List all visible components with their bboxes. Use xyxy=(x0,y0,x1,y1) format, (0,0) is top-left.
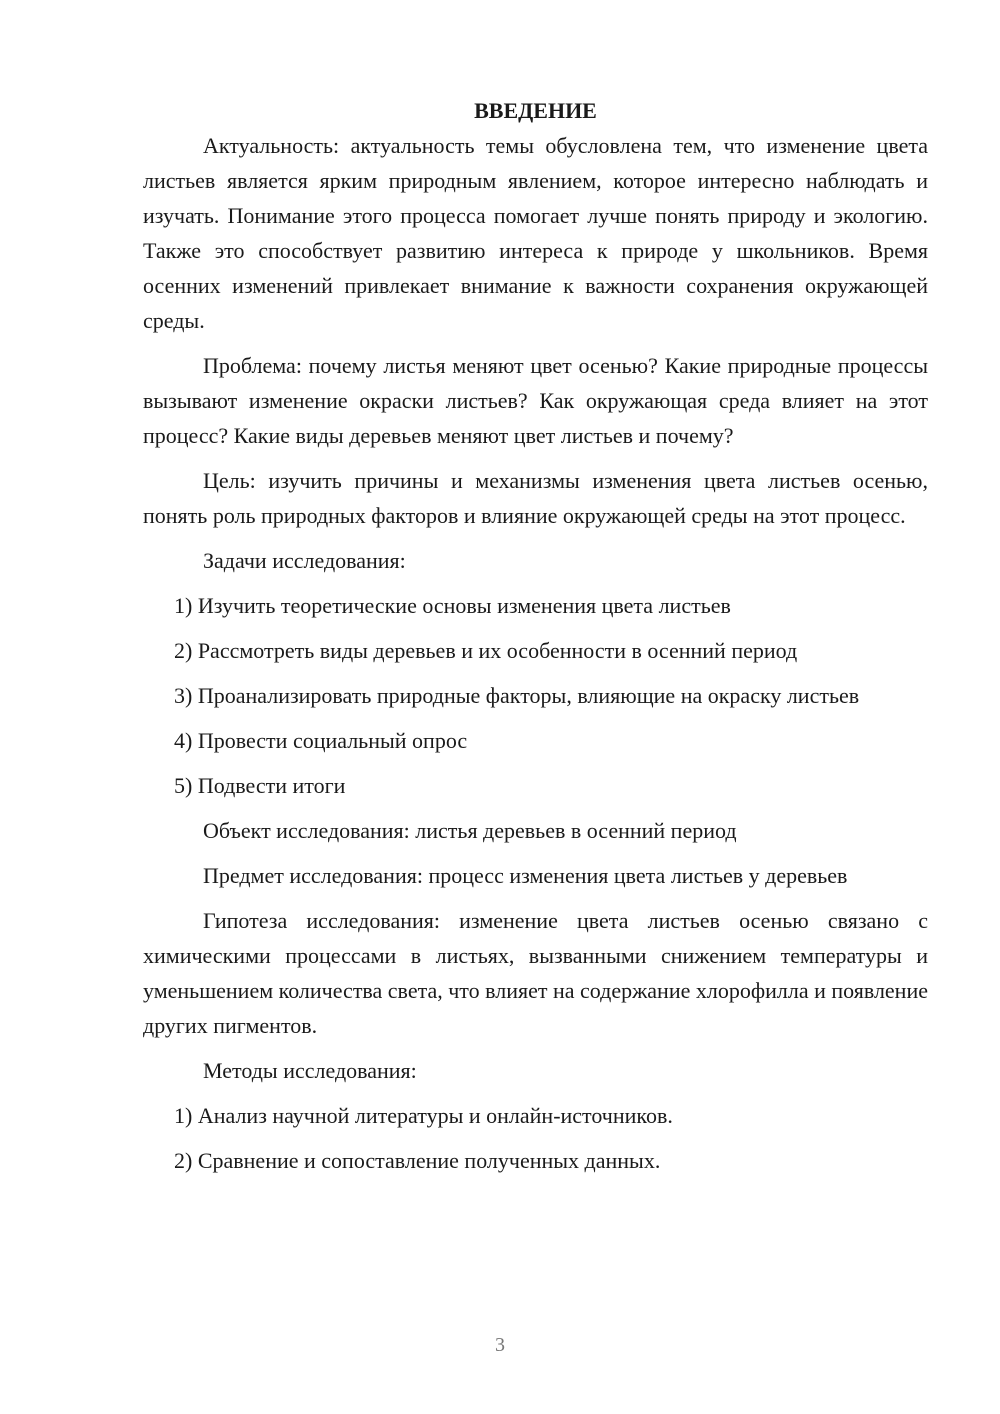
section-title: ВВЕДЕНИЕ xyxy=(474,98,597,123)
list-item-task-5: 5) Подвести итоги xyxy=(174,773,346,798)
paragraph-object: Объект исследования: листья деревьев в осенний период xyxy=(203,818,737,843)
list-item-task-4: 4) Провести социальный опрос xyxy=(174,728,468,753)
page-number: 3 xyxy=(495,1334,505,1356)
paragraph-subject: Предмет исследования: процесс изменения цвета листьев у деревьев xyxy=(203,863,848,888)
list-item-task-3: 3) Проанализировать природные факторы, влияющие на окраску листьев xyxy=(174,683,860,708)
paragraph-relevance: Актуальность: актуальность темы обусловлена тем, что изменение цвета листьев является ярким природным явлением, которое интересно наблюдать и изучать. Понимание этого процесса помогает лучше понять природу и экологию. Также это способствует развитию интереса к природе у школьников. Время осенних изменений привлекает внимание к важности сохранения окружающей среды. xyxy=(143,133,928,333)
paragraph-methods-heading: Методы исследования: xyxy=(203,1058,417,1083)
paragraph-problem: Проблема: почему листья меняют цвет осенью? Какие природные процессы вызывают изменение окраски листьев? Как окружающая среда влияет на этот процесс? Какие виды деревьев меняют цвет листьев и почему? xyxy=(143,353,928,448)
paragraph-tasks-heading: Задачи исследования: xyxy=(203,548,406,573)
paragraph-hypothesis: Гипотеза исследования: изменение цвета листьев осенью связано с химическими процессами в листьях, вызванными снижением температуры и уменьшением количества света, что влияет на содержание хлорофилла и появление других пигментов. xyxy=(143,908,928,1038)
document-page xyxy=(143,93,928,1178)
list-item-task-1: 1) Изучить теоретические основы изменения цвета листьев xyxy=(174,593,731,618)
paragraph-goal: Цель: изучить причины и механизмы изменения цвета листьев осенью, понять роль природных факторов и влияние окружающей среды на этот процесс. xyxy=(143,468,928,528)
list-item-method-1: 1) Анализ научной литературы и онлайн-источников. xyxy=(174,1103,673,1128)
list-item-task-2: 2) Рассмотреть виды деревьев и их особенности в осенний период xyxy=(174,638,798,663)
list-item-method-2: 2) Сравнение и сопоставление полученных данных. xyxy=(174,1148,661,1173)
